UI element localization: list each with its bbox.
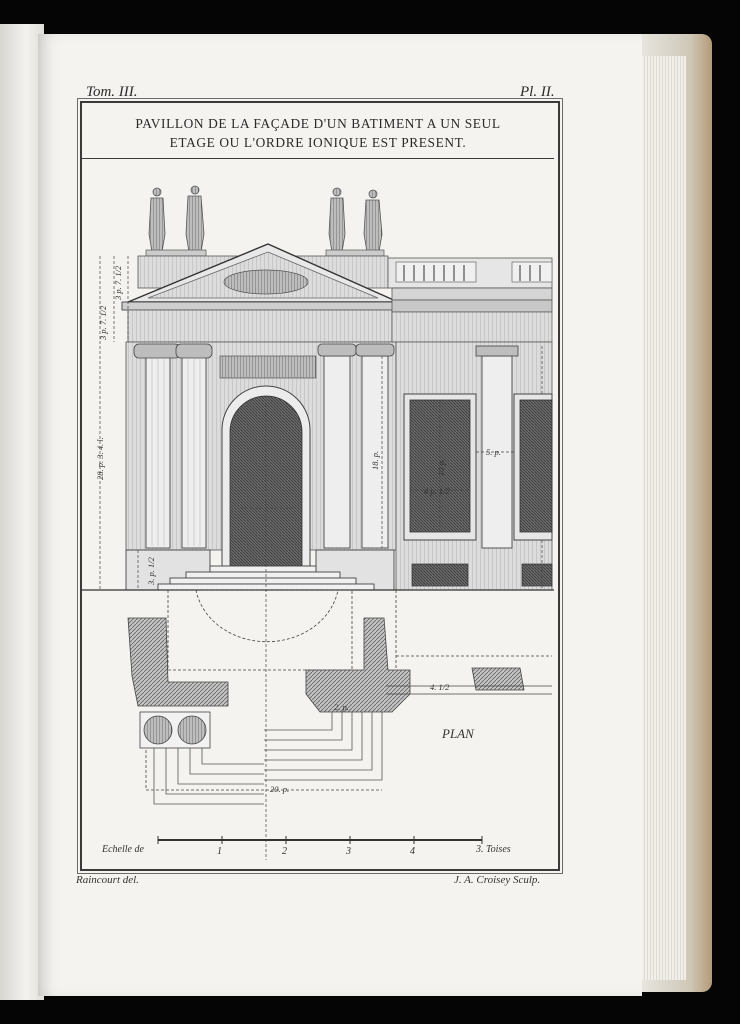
scale-tick-1: 1 [217, 846, 222, 857]
scale-unit: 3. Toises [476, 844, 511, 855]
dim-attic-2: 3 p. 7. 1/2 [113, 265, 123, 300]
statue-2 [186, 186, 204, 252]
dim-window-height: 10 p. [436, 459, 446, 476]
plan-label: PLAN [442, 726, 474, 741]
dim-total-height: 28. p. 3. 4. l. [95, 437, 105, 480]
balustrade [396, 262, 552, 282]
statue-1 [149, 188, 165, 252]
dim-column: 18. p. [370, 450, 380, 470]
dim-pier: 5. p. [486, 447, 501, 457]
statue-4 [364, 190, 382, 252]
credit-draftsman: Raincourt del. [76, 874, 139, 886]
scale-bar [158, 836, 482, 844]
title-line-2: ETAGE OU L'ORDRE IONIQUE EST PRESENT. [169, 135, 467, 150]
dim-plan-end: 4. 1/2 [430, 682, 450, 692]
dim-base: 3. p. 1/2 [146, 557, 156, 585]
scale-tick-2: 2 [282, 846, 287, 857]
dim-plan-small: 2. p. [334, 702, 349, 712]
credit-engraver: J. A. Croisey Sculp. [454, 874, 541, 886]
dim-window-width: 4 p. 1/2 [424, 486, 450, 496]
tome-label: Tom. III. [86, 84, 138, 100]
statue-3 [329, 188, 345, 252]
scale-tick-4: 4 [410, 846, 415, 857]
plate-label: Pl. II. [520, 84, 555, 100]
title-line-1: PAVILLON DE LA FAÇADE D'UN BATIMENT A UN SEUL [135, 116, 501, 131]
scale-label: Echelle de [102, 844, 144, 855]
plan [128, 590, 552, 804]
statues [149, 186, 382, 252]
dim-attic: 3 p. 7. 1/2 [98, 305, 108, 340]
scale-tick-3: 3 [346, 846, 351, 857]
dim-plan-width: 20. p. [270, 784, 290, 794]
